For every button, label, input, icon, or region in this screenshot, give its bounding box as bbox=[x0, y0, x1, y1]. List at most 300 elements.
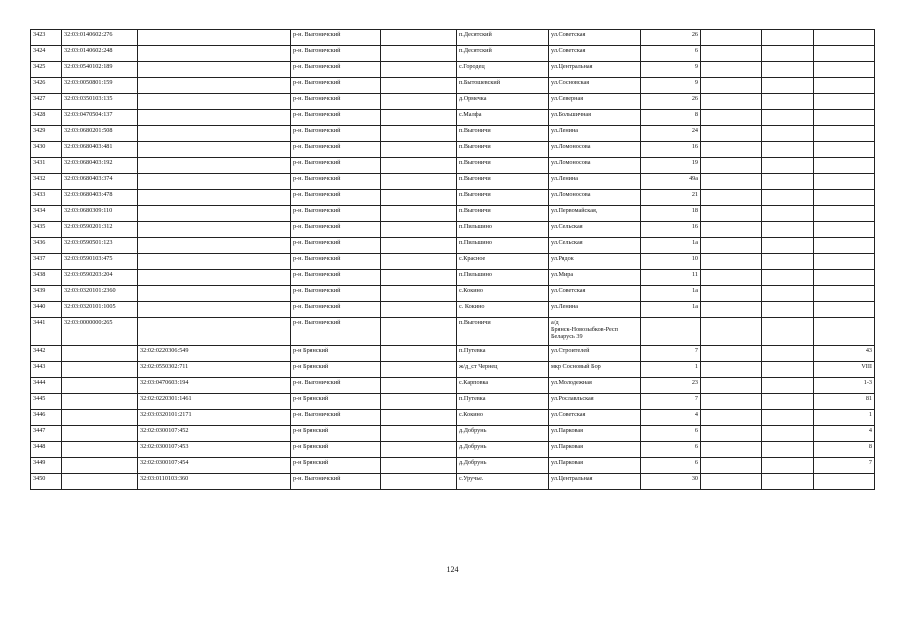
empty-cell bbox=[762, 206, 814, 222]
locality-cell: с.Кокино bbox=[457, 286, 549, 302]
cadastral-number-cell: 32:03:0680403:478 bbox=[62, 190, 138, 206]
empty-cell bbox=[701, 286, 762, 302]
empty-cell bbox=[701, 474, 762, 490]
street-cell: ул.Молодежная bbox=[549, 378, 641, 394]
street-cell: ул.Советская bbox=[549, 46, 641, 62]
district-cell: р-н. Выгоничский bbox=[291, 270, 381, 286]
locality-cell: п.Выгоничи bbox=[457, 190, 549, 206]
table-row bbox=[31, 126, 875, 142]
row-number-cell: 3445 bbox=[31, 394, 62, 410]
table-row bbox=[31, 362, 875, 378]
house-number-cell: 8 bbox=[641, 110, 701, 126]
cadastral-number-cell: 32:03:0320101:2360 bbox=[62, 286, 138, 302]
district-cell: р-н. Выгоничский bbox=[291, 30, 381, 46]
empty-cell bbox=[701, 126, 762, 142]
locality-cell: п.Выгоничи bbox=[457, 158, 549, 174]
row-number-cell: 3441 bbox=[31, 318, 62, 346]
empty-cell bbox=[762, 62, 814, 78]
empty-cell bbox=[381, 270, 457, 286]
row-number-cell: 3440 bbox=[31, 302, 62, 318]
street-cell: ул.Сосновская bbox=[549, 78, 641, 94]
empty-cell bbox=[381, 474, 457, 490]
cadastral-number-2-cell: 32:02:0550302:711 bbox=[138, 362, 291, 378]
district-cell: р-н Брянский bbox=[291, 458, 381, 474]
apartment-cell bbox=[814, 286, 875, 302]
district-cell: р-н. Выгоничский bbox=[291, 142, 381, 158]
cadastral-number-2-cell: 32:03:0320101:2171 bbox=[138, 410, 291, 426]
row-number-cell: 3424 bbox=[31, 46, 62, 62]
apartment-cell: 43 bbox=[814, 346, 875, 362]
cadastral-number-2-cell bbox=[138, 302, 291, 318]
locality-cell: с.Кокино bbox=[457, 410, 549, 426]
district-cell: р-н Брянский bbox=[291, 362, 381, 378]
locality-cell: п.Выгоничи bbox=[457, 206, 549, 222]
house-number-cell bbox=[641, 318, 701, 346]
cadastral-number-cell: 32:03:0320101:1005 bbox=[62, 302, 138, 318]
cadastral-number-2-cell bbox=[138, 158, 291, 174]
apartment-cell bbox=[814, 318, 875, 346]
empty-cell bbox=[701, 362, 762, 378]
district-cell: р-н. Выгоничский bbox=[291, 174, 381, 190]
locality-cell: с. Кокино bbox=[457, 302, 549, 318]
cadastral-number-2-cell bbox=[138, 174, 291, 190]
apartment-cell bbox=[814, 238, 875, 254]
empty-cell bbox=[762, 346, 814, 362]
empty-cell bbox=[701, 110, 762, 126]
empty-cell bbox=[762, 238, 814, 254]
empty-cell bbox=[381, 426, 457, 442]
apartment-cell: 4 bbox=[814, 426, 875, 442]
empty-cell bbox=[701, 442, 762, 458]
empty-cell bbox=[381, 78, 457, 94]
empty-cell bbox=[701, 346, 762, 362]
cadastral-number-cell bbox=[62, 394, 138, 410]
cadastral-number-cell bbox=[62, 346, 138, 362]
cadastral-number-2-cell bbox=[138, 110, 291, 126]
empty-cell bbox=[381, 142, 457, 158]
apartment-cell bbox=[814, 94, 875, 110]
apartment-cell: 1 bbox=[814, 410, 875, 426]
empty-cell bbox=[762, 286, 814, 302]
cadastral-number-cell bbox=[62, 442, 138, 458]
house-number-cell: 26 bbox=[641, 30, 701, 46]
table-row bbox=[31, 78, 875, 94]
district-cell: р-н. Выгоничский bbox=[291, 286, 381, 302]
empty-cell bbox=[701, 190, 762, 206]
apartment-cell bbox=[814, 474, 875, 490]
district-cell: р-н. Выгоничский bbox=[291, 158, 381, 174]
district-cell: р-н. Выгоничский bbox=[291, 302, 381, 318]
cadastral-number-cell: 32:03:0140602:248 bbox=[62, 46, 138, 62]
table-row bbox=[31, 238, 875, 254]
empty-cell bbox=[381, 286, 457, 302]
street-cell: ул.Мира bbox=[549, 270, 641, 286]
locality-cell: п.Выгоничи bbox=[457, 142, 549, 158]
locality-cell: д.Ормечка bbox=[457, 94, 549, 110]
locality-cell: с.Красное bbox=[457, 254, 549, 270]
apartment-cell bbox=[814, 190, 875, 206]
district-cell: р-н. Выгоничский bbox=[291, 238, 381, 254]
street-cell: ул.Северная bbox=[549, 94, 641, 110]
empty-cell bbox=[701, 174, 762, 190]
district-cell: р-н. Выгоничский bbox=[291, 378, 381, 394]
street-cell: ул.Ленина bbox=[549, 302, 641, 318]
empty-cell bbox=[381, 94, 457, 110]
table-body bbox=[31, 30, 875, 490]
empty-cell bbox=[381, 362, 457, 378]
empty-cell bbox=[701, 254, 762, 270]
table-row bbox=[31, 302, 875, 318]
district-cell: р-н. Выгоничский bbox=[291, 46, 381, 62]
empty-cell bbox=[762, 362, 814, 378]
row-number-cell: 3439 bbox=[31, 286, 62, 302]
cadastral-number-cell: 32:03:0000000:265 bbox=[62, 318, 138, 346]
cadastral-number-cell: 32:03:0680403:192 bbox=[62, 158, 138, 174]
house-number-cell: 9 bbox=[641, 62, 701, 78]
street-cell: ул.Ломоносова bbox=[549, 158, 641, 174]
cadastral-number-2-cell: 32:02:0220306:549 bbox=[138, 346, 291, 362]
empty-cell bbox=[381, 126, 457, 142]
table-row bbox=[31, 394, 875, 410]
locality-cell: п.Путевка bbox=[457, 394, 549, 410]
table-row bbox=[31, 270, 875, 286]
empty-cell bbox=[701, 46, 762, 62]
cadastral-number-2-cell bbox=[138, 62, 291, 78]
apartment-cell: 1-3 bbox=[814, 378, 875, 394]
cadastral-number-2-cell: 32:02:0220301:1461 bbox=[138, 394, 291, 410]
locality-cell: п.Путевка bbox=[457, 346, 549, 362]
row-number-cell: 3427 bbox=[31, 94, 62, 110]
row-number-cell: 3442 bbox=[31, 346, 62, 362]
table-row bbox=[31, 46, 875, 62]
empty-cell bbox=[762, 410, 814, 426]
district-cell: р-н Брянский bbox=[291, 346, 381, 362]
cadastral-number-2-cell bbox=[138, 270, 291, 286]
cadastral-number-2-cell bbox=[138, 46, 291, 62]
empty-cell bbox=[762, 78, 814, 94]
district-cell: р-н. Выгоничский bbox=[291, 190, 381, 206]
empty-cell bbox=[381, 62, 457, 78]
locality-cell: с.Городец bbox=[457, 62, 549, 78]
row-number-cell: 3446 bbox=[31, 410, 62, 426]
table-row bbox=[31, 62, 875, 78]
street-cell: ул.Сельская bbox=[549, 222, 641, 238]
cadastral-number-2-cell bbox=[138, 206, 291, 222]
row-number-cell: 3449 bbox=[31, 458, 62, 474]
empty-cell bbox=[381, 238, 457, 254]
empty-cell bbox=[701, 394, 762, 410]
cadastral-number-cell: 32:03:0140602:276 bbox=[62, 30, 138, 46]
locality-cell: д.Добрунь bbox=[457, 458, 549, 474]
table-row bbox=[31, 190, 875, 206]
empty-cell bbox=[762, 174, 814, 190]
cadastral-number-2-cell bbox=[138, 286, 291, 302]
row-number-cell: 3431 bbox=[31, 158, 62, 174]
table-row bbox=[31, 222, 875, 238]
empty-cell bbox=[762, 142, 814, 158]
table-row bbox=[31, 474, 875, 490]
cadastral-number-2-cell: 32:03:0470603:194 bbox=[138, 378, 291, 394]
district-cell: р-н. Выгоничский bbox=[291, 126, 381, 142]
empty-cell bbox=[381, 110, 457, 126]
apartment-cell bbox=[814, 78, 875, 94]
locality-cell: с.Уручье. bbox=[457, 474, 549, 490]
row-number-cell: 3428 bbox=[31, 110, 62, 126]
cadastral-number-cell bbox=[62, 378, 138, 394]
district-cell: р-н Брянский bbox=[291, 442, 381, 458]
street-cell: ул.Рядок bbox=[549, 254, 641, 270]
street-cell: ул.Большичная bbox=[549, 110, 641, 126]
district-cell: р-н. Выгоничский bbox=[291, 318, 381, 346]
house-number-cell: 24 bbox=[641, 126, 701, 142]
empty-cell bbox=[762, 426, 814, 442]
row-number-cell: 3426 bbox=[31, 78, 62, 94]
empty-cell bbox=[762, 270, 814, 286]
locality-cell: п.Пильшино bbox=[457, 238, 549, 254]
page-number: 124 bbox=[446, 565, 459, 574]
cadastral-number-cell: 32:03:0680309:110 bbox=[62, 206, 138, 222]
empty-cell bbox=[381, 458, 457, 474]
row-number-cell: 3437 bbox=[31, 254, 62, 270]
house-number-cell: 30 bbox=[641, 474, 701, 490]
table-row bbox=[31, 254, 875, 270]
apartment-cell: VIII bbox=[814, 362, 875, 378]
cadastral-number-cell: 32:03:0590103:475 bbox=[62, 254, 138, 270]
table-row bbox=[31, 458, 875, 474]
empty-cell bbox=[701, 222, 762, 238]
table-row bbox=[31, 158, 875, 174]
empty-cell bbox=[762, 378, 814, 394]
house-number-cell: 21 bbox=[641, 190, 701, 206]
empty-cell bbox=[762, 254, 814, 270]
row-number-cell: 3434 bbox=[31, 206, 62, 222]
street-cell: ул.Парковая bbox=[549, 442, 641, 458]
house-number-cell: 10 bbox=[641, 254, 701, 270]
cadastral-number-2-cell bbox=[138, 222, 291, 238]
empty-cell bbox=[381, 30, 457, 46]
cadastral-number-cell: 32:03:0590201:312 bbox=[62, 222, 138, 238]
empty-cell bbox=[381, 254, 457, 270]
table-row bbox=[31, 206, 875, 222]
cadastral-number-cell bbox=[62, 474, 138, 490]
empty-cell bbox=[701, 78, 762, 94]
street-cell: ул.Советская bbox=[549, 30, 641, 46]
empty-cell bbox=[762, 394, 814, 410]
cadastral-number-cell: 32:03:0590501:123 bbox=[62, 238, 138, 254]
empty-cell bbox=[701, 94, 762, 110]
table-row bbox=[31, 318, 875, 346]
district-cell: р-н. Выгоничский bbox=[291, 78, 381, 94]
locality-cell: п.Десятский bbox=[457, 46, 549, 62]
locality-cell: п.Бытошевский bbox=[457, 78, 549, 94]
empty-cell bbox=[762, 302, 814, 318]
empty-cell bbox=[381, 318, 457, 346]
empty-cell bbox=[701, 302, 762, 318]
house-number-cell: 1а bbox=[641, 286, 701, 302]
apartment-cell bbox=[814, 302, 875, 318]
district-cell: р-н Брянский bbox=[291, 426, 381, 442]
empty-cell bbox=[381, 222, 457, 238]
house-number-cell: 11 bbox=[641, 270, 701, 286]
cadastral-number-2-cell bbox=[138, 94, 291, 110]
cadastral-number-cell: 32:03:0590203:204 bbox=[62, 270, 138, 286]
locality-cell: с.Карповка bbox=[457, 378, 549, 394]
empty-cell bbox=[381, 442, 457, 458]
street-cell: ул.Центральная bbox=[549, 474, 641, 490]
row-number-cell: 3436 bbox=[31, 238, 62, 254]
empty-cell bbox=[762, 442, 814, 458]
empty-cell bbox=[381, 158, 457, 174]
apartment-cell bbox=[814, 126, 875, 142]
table-row bbox=[31, 410, 875, 426]
street-cell: ул.Ленина bbox=[549, 174, 641, 190]
apartment-cell bbox=[814, 110, 875, 126]
table-row bbox=[31, 174, 875, 190]
house-number-cell: 18 bbox=[641, 206, 701, 222]
house-number-cell: 49а bbox=[641, 174, 701, 190]
apartment-cell: 81 bbox=[814, 394, 875, 410]
house-number-cell: 16 bbox=[641, 222, 701, 238]
house-number-cell: 1а bbox=[641, 302, 701, 318]
empty-cell bbox=[701, 30, 762, 46]
house-number-cell: 7 bbox=[641, 346, 701, 362]
locality-cell: с.Малфа bbox=[457, 110, 549, 126]
street-cell: ул.Рославльская bbox=[549, 394, 641, 410]
cadastral-number-cell bbox=[62, 410, 138, 426]
locality-cell: п.Выгоничи bbox=[457, 174, 549, 190]
cadastral-number-cell: 32:03:0680201:508 bbox=[62, 126, 138, 142]
locality-cell: д.Добрунь bbox=[457, 426, 549, 442]
empty-cell bbox=[701, 426, 762, 442]
street-cell: мкр Сосновый Бор bbox=[549, 362, 641, 378]
table-row bbox=[31, 286, 875, 302]
table-row bbox=[31, 30, 875, 46]
empty-cell bbox=[762, 46, 814, 62]
cadastral-number-2-cell bbox=[138, 238, 291, 254]
apartment-cell bbox=[814, 30, 875, 46]
cadastral-number-cell: 32:03:0540102:189 bbox=[62, 62, 138, 78]
empty-cell bbox=[701, 62, 762, 78]
empty-cell bbox=[762, 458, 814, 474]
table-row bbox=[31, 110, 875, 126]
empty-cell bbox=[381, 206, 457, 222]
apartment-cell bbox=[814, 62, 875, 78]
empty-cell bbox=[762, 474, 814, 490]
house-number-cell: 4 bbox=[641, 410, 701, 426]
empty-cell bbox=[381, 190, 457, 206]
empty-cell bbox=[762, 94, 814, 110]
row-number-cell: 3430 bbox=[31, 142, 62, 158]
cadastral-number-2-cell bbox=[138, 254, 291, 270]
empty-cell bbox=[381, 302, 457, 318]
row-number-cell: 3444 bbox=[31, 378, 62, 394]
house-number-cell: 16 bbox=[641, 142, 701, 158]
cadastral-number-cell: 32:03:0680403:481 bbox=[62, 142, 138, 158]
apartment-cell bbox=[814, 174, 875, 190]
row-number-cell: 3438 bbox=[31, 270, 62, 286]
row-number-cell: 3443 bbox=[31, 362, 62, 378]
row-number-cell: 3432 bbox=[31, 174, 62, 190]
row-number-cell: 3448 bbox=[31, 442, 62, 458]
cadastral-number-cell: 32:03:0050801:159 bbox=[62, 78, 138, 94]
row-number-cell: 3425 bbox=[31, 62, 62, 78]
locality-cell: п.Выгоничи bbox=[457, 318, 549, 346]
empty-cell bbox=[381, 346, 457, 362]
locality-cell: п.Пильшино bbox=[457, 270, 549, 286]
house-number-cell: 6 bbox=[641, 426, 701, 442]
house-number-cell: 6 bbox=[641, 46, 701, 62]
empty-cell bbox=[701, 238, 762, 254]
district-cell: р-н. Выгоничский bbox=[291, 474, 381, 490]
apartment-cell: 7 bbox=[814, 458, 875, 474]
table-row bbox=[31, 346, 875, 362]
empty-cell bbox=[381, 378, 457, 394]
empty-cell bbox=[701, 158, 762, 174]
cadastral-number-2-cell bbox=[138, 318, 291, 346]
empty-cell bbox=[381, 46, 457, 62]
cadastral-number-cell: 32:03:0680403:374 bbox=[62, 174, 138, 190]
locality-cell: ж/д_ст Чернец bbox=[457, 362, 549, 378]
empty-cell bbox=[762, 222, 814, 238]
row-number-cell: 3435 bbox=[31, 222, 62, 238]
cadastral-number-cell: 32:03:0470504:137 bbox=[62, 110, 138, 126]
house-number-cell: 26 bbox=[641, 94, 701, 110]
street-cell: ул.Ломоносова bbox=[549, 142, 641, 158]
district-cell: р-н. Выгоничский bbox=[291, 110, 381, 126]
street-cell: ул.Ломоносова bbox=[549, 190, 641, 206]
table-row bbox=[31, 442, 875, 458]
row-number-cell: 3433 bbox=[31, 190, 62, 206]
empty-cell bbox=[762, 318, 814, 346]
house-number-cell: 1а bbox=[641, 238, 701, 254]
empty-cell bbox=[762, 30, 814, 46]
empty-cell bbox=[762, 158, 814, 174]
empty-cell bbox=[762, 110, 814, 126]
locality-cell: п.Выгоничи bbox=[457, 126, 549, 142]
district-cell: р-н. Выгоничский bbox=[291, 222, 381, 238]
cadastral-number-cell bbox=[62, 426, 138, 442]
locality-cell: п.Десятский bbox=[457, 30, 549, 46]
district-cell: р-н. Выгоничский bbox=[291, 410, 381, 426]
district-cell: р-н. Выгоничский bbox=[291, 254, 381, 270]
cadastral-number-2-cell bbox=[138, 30, 291, 46]
table-row bbox=[31, 94, 875, 110]
house-number-cell: 6 bbox=[641, 442, 701, 458]
empty-cell bbox=[381, 174, 457, 190]
cadastral-number-2-cell: 32:03:0110103:360 bbox=[138, 474, 291, 490]
row-number-cell: 3450 bbox=[31, 474, 62, 490]
street-cell: ул.Парковая bbox=[549, 426, 641, 442]
apartment-cell: 8 bbox=[814, 442, 875, 458]
empty-cell bbox=[381, 394, 457, 410]
house-number-cell: 6 bbox=[641, 458, 701, 474]
row-number-cell: 3447 bbox=[31, 426, 62, 442]
street-cell: ул.Строителей bbox=[549, 346, 641, 362]
cadastral-number-cell bbox=[62, 458, 138, 474]
apartment-cell bbox=[814, 270, 875, 286]
apartment-cell bbox=[814, 206, 875, 222]
apartment-cell bbox=[814, 254, 875, 270]
empty-cell bbox=[701, 378, 762, 394]
house-number-cell: 19 bbox=[641, 158, 701, 174]
district-cell: р-н. Выгоничский bbox=[291, 94, 381, 110]
cadastral-number-cell: 32:03:0350103:135 bbox=[62, 94, 138, 110]
table-row bbox=[31, 426, 875, 442]
empty-cell bbox=[701, 458, 762, 474]
street-cell: ул.Центральная bbox=[549, 62, 641, 78]
cadastral-number-2-cell bbox=[138, 126, 291, 142]
empty-cell bbox=[381, 410, 457, 426]
